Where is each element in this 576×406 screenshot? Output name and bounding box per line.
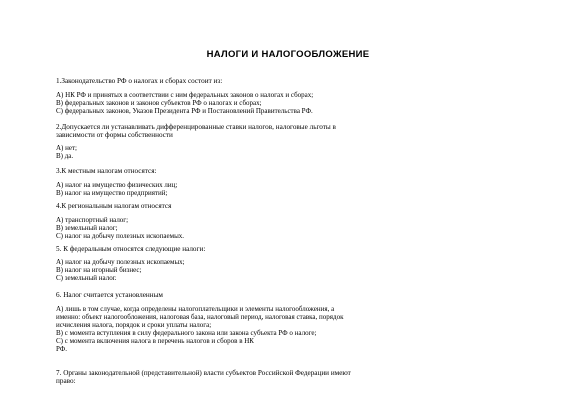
answer-5c: С) земельный налог. (56, 274, 117, 282)
answer-2a: А) нет; (56, 144, 77, 152)
question-2-cont: зависимости от формы собственности (56, 131, 173, 139)
question-3: 3.К местным налогам относятся: (56, 167, 157, 175)
answer-3b: В) налог на имущество предприятий; (56, 189, 168, 197)
answer-5a: А) налог на добычу полезных ископаемых; (56, 258, 185, 266)
answer-1b: В) федеральных законов и законов субъектов РФ о налогах и сборах; (56, 99, 262, 107)
answer-4b: В) земельный налог; (56, 224, 118, 232)
question-4: 4.К региональным налогам относятся (56, 202, 172, 210)
answer-4a: А) транспортный налог; (56, 216, 129, 224)
answer-5b: В) налог на игорный бизнес; (56, 266, 142, 274)
question-7: 7. Органы законодательной (представительной) власти субъектов Российской Федерации имеют (56, 369, 351, 377)
question-2: 2.Допускается ли устанавливать дифференцированные ставки налогов, налоговые льготы в (56, 123, 336, 131)
answer-1a: А) НК РФ и принятых в соответствии с ним федеральных законов о налогах и сборах; (56, 91, 314, 99)
question-1: 1.Законодательство РФ о налогах и сборах состоит из: (56, 77, 223, 85)
answer-6a-cont-1: именно: объект налогообложения, налоговая база, налоговый период, налоговая ставка, порядок (56, 313, 344, 321)
answer-1c: С) федеральных законов, Указов Президента РФ и Постановлений Правительства РФ. (56, 107, 313, 115)
question-6: 6. Налог считается установленным (56, 291, 163, 299)
answer-6a-cont-2: исчисления налога, порядок и сроки уплаты налога; (56, 321, 212, 329)
answer-2b: В) да. (56, 152, 74, 160)
answer-6c-cont: РФ. (56, 345, 68, 353)
answer-6c: С) с момента включения налога в перечень налогов и сборов в НК (56, 337, 254, 345)
answer-6a: А) лишь в том случае, когда определены налогоплательщики и элементы налогообложения, а (56, 305, 335, 313)
question-5: 5. К федеральным относятся следующие налоги: (56, 245, 206, 253)
answer-3a: А) налог на имущество физических лиц; (56, 181, 178, 189)
answer-6b: В) с момента вступления в силу федерального закона или закона субъекта РФ о налоге; (56, 329, 317, 337)
page-title: НАЛОГИ И НАЛОГООБЛОЖЕНИЕ (206, 49, 370, 60)
question-7-cont: право: (56, 377, 76, 385)
answer-4c: С) налог на добычу полезных ископаемых. (56, 232, 185, 240)
